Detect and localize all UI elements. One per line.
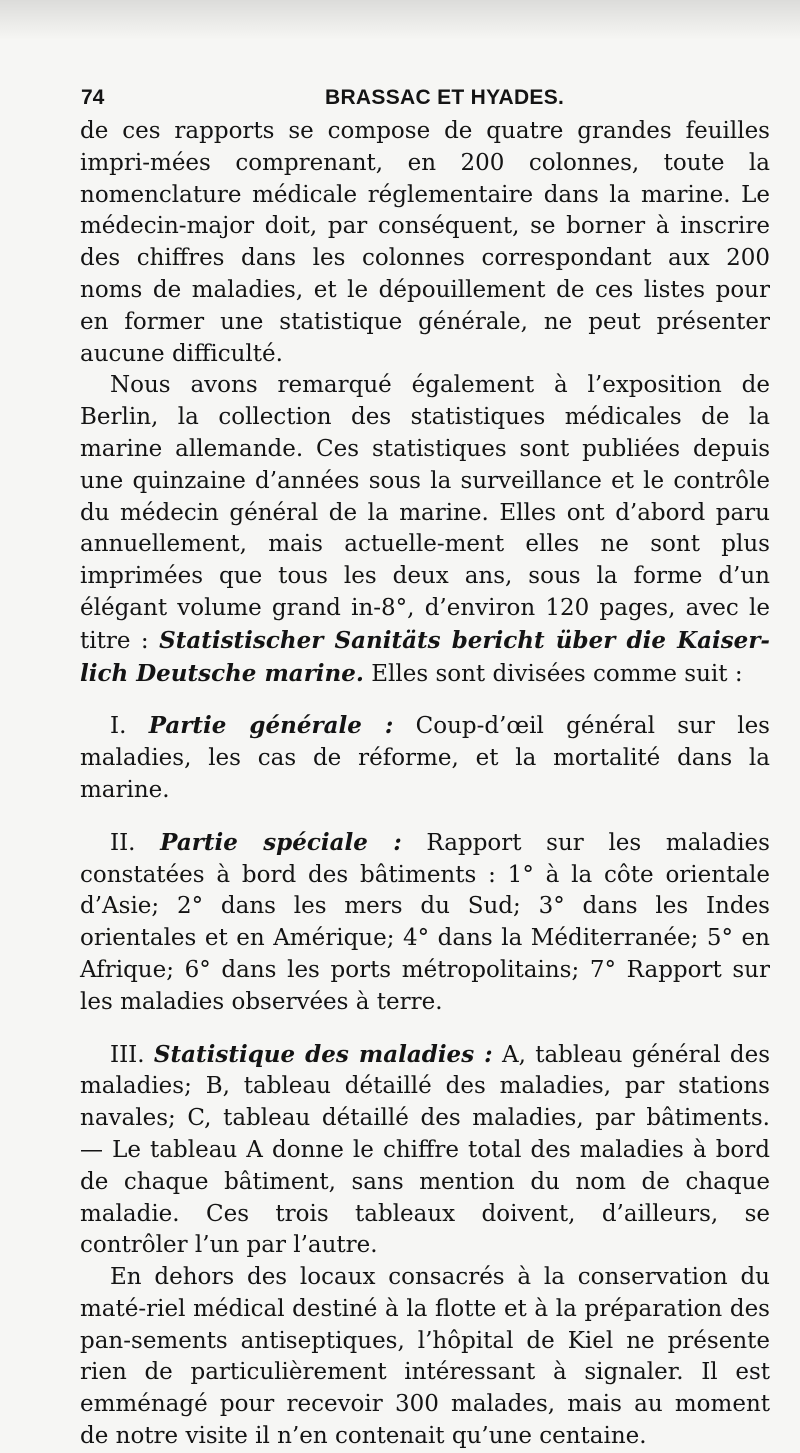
section-title: Statistique des maladies :	[153, 1040, 493, 1068]
body-text	[80, 116, 770, 1453]
section-title: Partie générale :	[148, 712, 394, 740]
paragraph-text: Elles sont divisées comme suit :	[363, 660, 743, 687]
section-special-part	[80, 827, 770, 1019]
section-text: Rapport sur les maladies constatées à bord des bâtiments : 1° à la côte orientale d’Asie; 2° dans les mers du Sud; 3° dans les Indes orientales et en Amérique; 4° dans la Méditerranée; 5° en Afrique; 6° dans les ports métropolitains; 7° Rapport sur les maladies observées à terre.	[80, 829, 770, 1015]
section-text: A, tableau général des maladies; B, tableau détaillé des maladies, par stations navales; C, tableau détaillé des maladies, par bâtiments. — Le tableau A donne le chiffre total des maladies à bord de chaque bâtiment, sans mention du nom de chaque maladie. Ces trois tableaux doivent, d’ailleurs, se contrôler l’un par l’autre.	[80, 1041, 771, 1259]
running-head: BRASSAC ET HYADES.	[325, 86, 565, 109]
report-title: Statistischer Sanitäts bericht über die Kaiser-lich Deutsche marine.	[80, 626, 770, 687]
section-number: II.	[110, 829, 161, 856]
scan-edge-shadow	[0, 0, 800, 40]
section-title: Partie spéciale :	[160, 828, 402, 856]
section-number: I.	[110, 713, 149, 740]
paragraph-berlin-exposition	[80, 370, 770, 690]
paragraph-text: Nous avons remarqué également à l’exposition de Berlin, la collection des statistiques médicales de la marine allemande. Ces statistiques sont publiées depuis une quinzaine d’années sous la surveillance et le contrôle du médecin général de la marine. Elles ont d’abord paru annuellement, mais actuelle-ment elles ne sont plus imprimées que tous les deux ans, sous la forme d’un élégant volume grand in-8°, d’environ 120 pages, avec le titre :	[80, 372, 770, 654]
section-disease-statistics	[80, 1039, 770, 1263]
page-header	[81, 86, 771, 116]
section-number: III.	[110, 1041, 154, 1068]
page-number: 74	[81, 86, 105, 109]
paragraph-kiel-hospital: En dehors des locaux consacrés à la conservation du maté-riel médical destiné à la flotte et à la préparation des pan-sements antiseptiques, l’hôpital de Kiel ne présente rien de particulièrement intéressant à signaler. Il est emménagé pour recevoir 300 malades, mais au moment de notre visite il n’en contenait qu’une centaine.	[80, 1264, 770, 1450]
section-general-part	[80, 710, 770, 806]
section-text: Coup-d’œil général sur les maladies, les cas de réforme, et la mortalité dans la marine.	[80, 713, 770, 803]
paragraph-continuation: de ces rapports se compose de quatre grandes feuilles impri-mées comprenant, en 200 colonnes, toute la nomenclature médicale réglementaire dans la marine. Le médecin-major doit, par conséquent, se borner à inscrire des chiffres dans les colonnes correspondant aux 200 noms de maladies, et le dépouillement de ces listes pour en former une statistique générale, ne peut présenter aucune difficulté.	[80, 118, 770, 367]
